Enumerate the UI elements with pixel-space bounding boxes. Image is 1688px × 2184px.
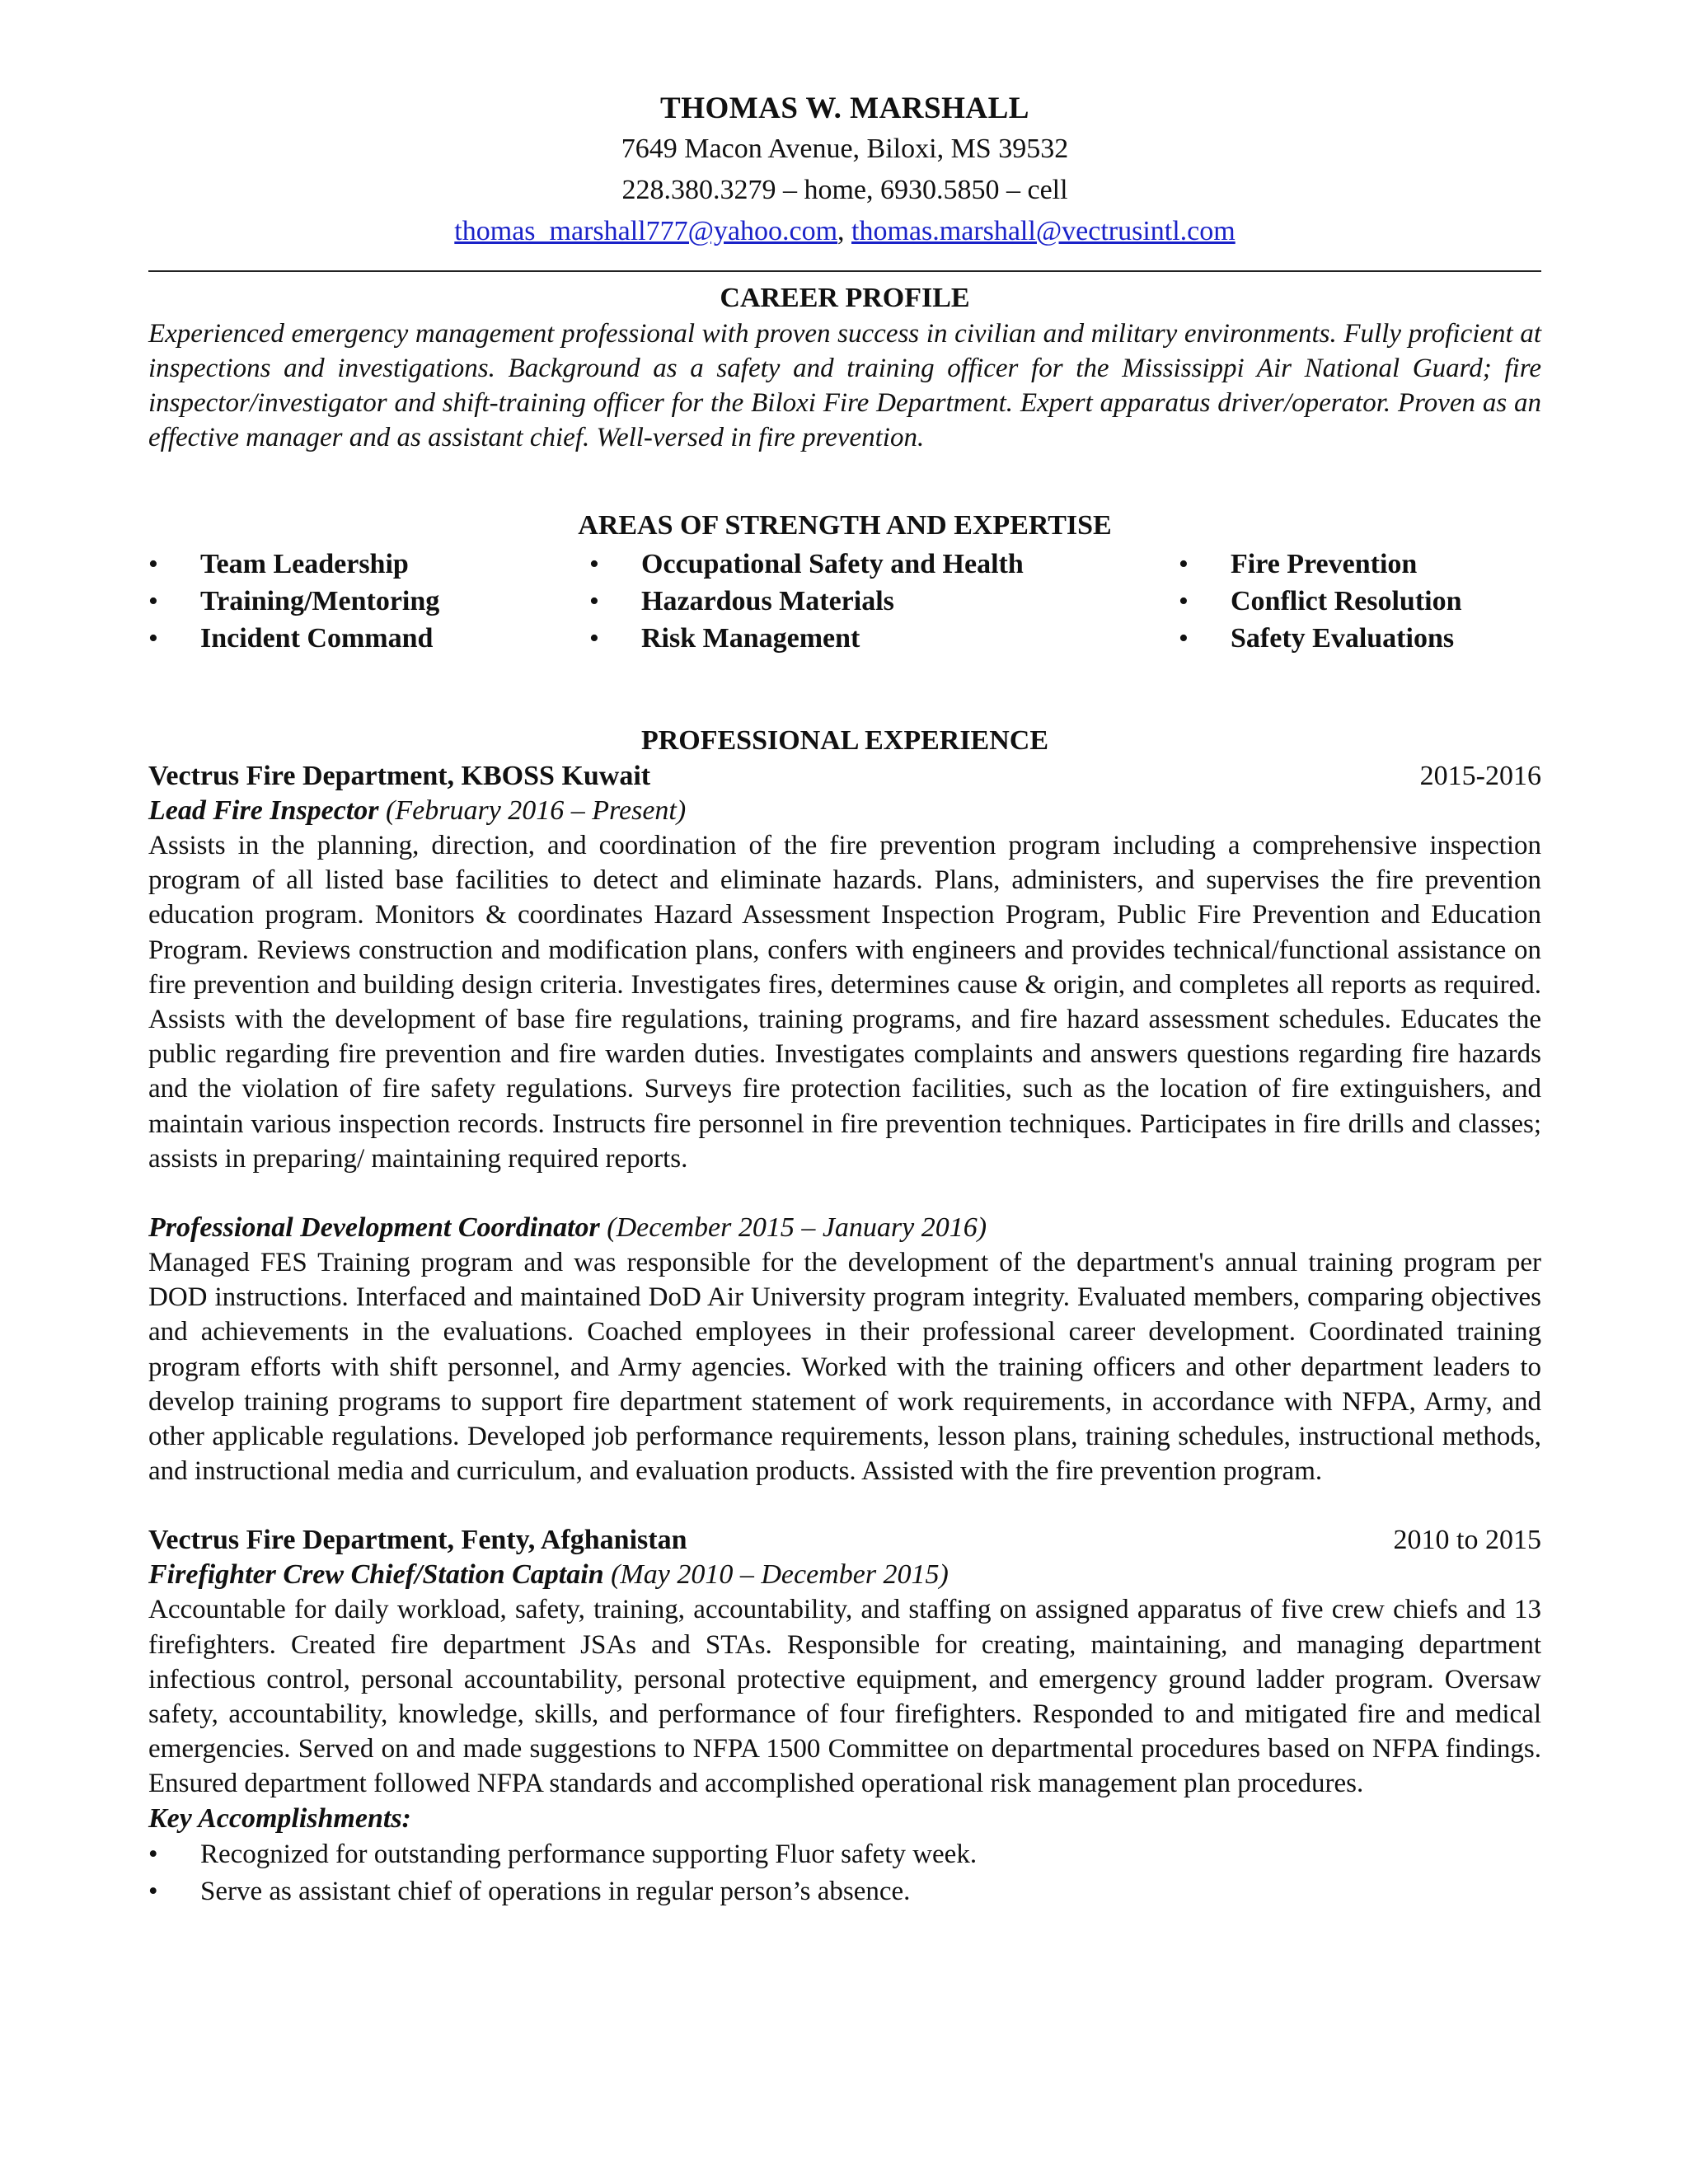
strength-item: • Safety Evaluations: [1179, 620, 1541, 657]
accomplishments-list: [148, 1836, 1541, 1910]
strengths-heading: AREAS OF STRENGTH AND EXPERTISE: [578, 510, 1112, 541]
role-description: Managed FES Training program and was responsible for the development of the department's annual training program per DOD instructions. Interfaced and maintained DoD Air University program integrity. Evaluated members, comparing objectives and achievements in the evaluations. Coached employees in their professional career development. Coordinated training program efforts with shift personnel, and Army agencies. Worked with the training officers and other department leaders to develop training programs to support fire department statement of work requirements, in accordance with NFPA, Army, and other applicable regulations. Developed job performance requirements, lesson plans, training schedules, instructional methods, and instructional media and curriculum, and evaluation products. Assisted with the fire prevention program.: [148, 1248, 1541, 1487]
job-fenty-afghanistan: [148, 1523, 1541, 1910]
email-link-work[interactable]: thomas.marshall@vectrusintl.com: [851, 216, 1236, 246]
role-period: (December 2015 – January 2016): [599, 1212, 987, 1244]
employment-dates: 2010 to 2015: [1393, 1525, 1541, 1556]
strength-item: • Conflict Resolution: [1179, 583, 1541, 620]
accomplishment-item: • Serve as assistant chief of operations in regular person’s absence.: [148, 1873, 1541, 1910]
role-title: Professional Development Coordinator: [148, 1212, 600, 1244]
role-heading: [148, 794, 1541, 828]
role-period: (February 2016 – Present): [378, 795, 687, 826]
email-separator: ,: [837, 216, 852, 246]
role-period: (May 2010 – December 2015): [603, 1559, 949, 1591]
key-accomplishments-label: Key Accomplishments:: [148, 1802, 411, 1834]
email-link-personal[interactable]: thomas_marshall777@yahoo.com: [454, 216, 838, 246]
strength-item: • Hazardous Materials: [589, 583, 1179, 620]
address: 7649 Macon Avenue, Biloxi, MS 39532: [621, 134, 1069, 164]
career-profile-heading: CAREER PROFILE: [720, 283, 970, 313]
email-line: [148, 211, 1541, 252]
experience-heading: PROFESSIONAL EXPERIENCE: [640, 725, 1049, 756]
role-title: Lead Fire Inspector: [148, 795, 379, 826]
strength-item: • Incident Command: [148, 620, 589, 657]
role-heading: [148, 1211, 1541, 1245]
strength-item: • Training/Mentoring: [148, 583, 589, 620]
employment-dates: 2015-2016: [1419, 761, 1541, 791]
strength-item: • Fire Prevention: [1179, 546, 1541, 583]
strengths-column-3: [1179, 546, 1541, 657]
candidate-name: THOMAS W. MARSHALL: [660, 91, 1029, 125]
job-kboss-kuwait: [148, 759, 1541, 1488]
header-divider: [148, 270, 1541, 272]
strengths-list: [148, 546, 1541, 657]
accomplishment-item: • Recognized for outstanding performance supporting Fluor safety week.: [148, 1836, 1541, 1873]
resume-page: [148, 89, 1541, 1910]
role-description: Accountable for daily workload, safety, training, accountability, and staffing on assigned apparatus of five crew chiefs and 13 firefighters. Created fire department JSAs and STAs. Responsible for creating, maintaining, and managing department infectious control, personal accountability, personal protective equipment, and emergency ground ladder program. Oversaw safety, accountability, knowledge, skills, and performance of four firefighters. Responded to and mitigated fire and medical emergencies. Served on and made suggestions to NFPA 1500 Committee on departmental procedures based on NFPA findings. Ensured department followed NFPA standards and accomplished operational risk management plan procedures.: [148, 1595, 1541, 1799]
job-header: [148, 1523, 1541, 1558]
role-heading: [148, 1558, 1541, 1592]
role-description: Assists in the planning, direction, and coordination of the fire prevention program including a comprehensive inspection program of all listed base facilities to detect and eliminate hazards. Plans, administers, and supervises the fire prevention education program. Monitors & coordinates Hazard Assessment Inspection Program, Public Fire Prevention and Education Program. Reviews construction and modification plans, confers with engineers and provides technical/functional assistance on fire prevention and building design criteria. Investigates fires, determines cause & origin, and completes all reports as required. Assists with the development of base fire regulations, training programs, and fire hazard assessment schedules. Educates the public regarding fire prevention and fire warden duties. Investigates complaints and answers questions regarding fire hazards and the violation of fire safety regulations. Surveys fire protection facilities, such as the location of fire extinguishers, and maintain various inspection records. Instructs fire personnel in fire prevention techniques. Participates in fire drills and classes; assists in preparing/ maintaining required reports.: [148, 831, 1541, 1174]
employer-name: Vectrus Fire Department, Fenty, Afghanistan: [148, 1525, 687, 1556]
strengths-column-1: [148, 546, 589, 657]
resume-header: [148, 89, 1541, 252]
strength-item: • Team Leadership: [148, 546, 589, 583]
employer-name: Vectrus Fire Department, KBOSS Kuwait: [148, 761, 651, 791]
strength-item: • Risk Management: [589, 620, 1179, 657]
role-title: Firefighter Crew Chief/Station Captain: [148, 1559, 604, 1591]
strengths-column-2: [589, 546, 1179, 657]
job-header: [148, 759, 1541, 794]
strength-item: • Occupational Safety and Health: [589, 546, 1179, 583]
career-profile-text: Experienced emergency management professional with proven success in civilian and military environments. Fully proficient at inspections and investigations. Background as a safety and training officer for the Mississippi Air National Guard; fire inspector/investigator and shift-training officer for the Biloxi Fire Department. Expert apparatus driver/operator. Proven as an effective manager and as assistant chief. Well-versed in fire prevention.: [148, 319, 1541, 452]
phone-numbers: 228.380.3279 – home, 6930.5850 – cell: [621, 175, 1068, 205]
